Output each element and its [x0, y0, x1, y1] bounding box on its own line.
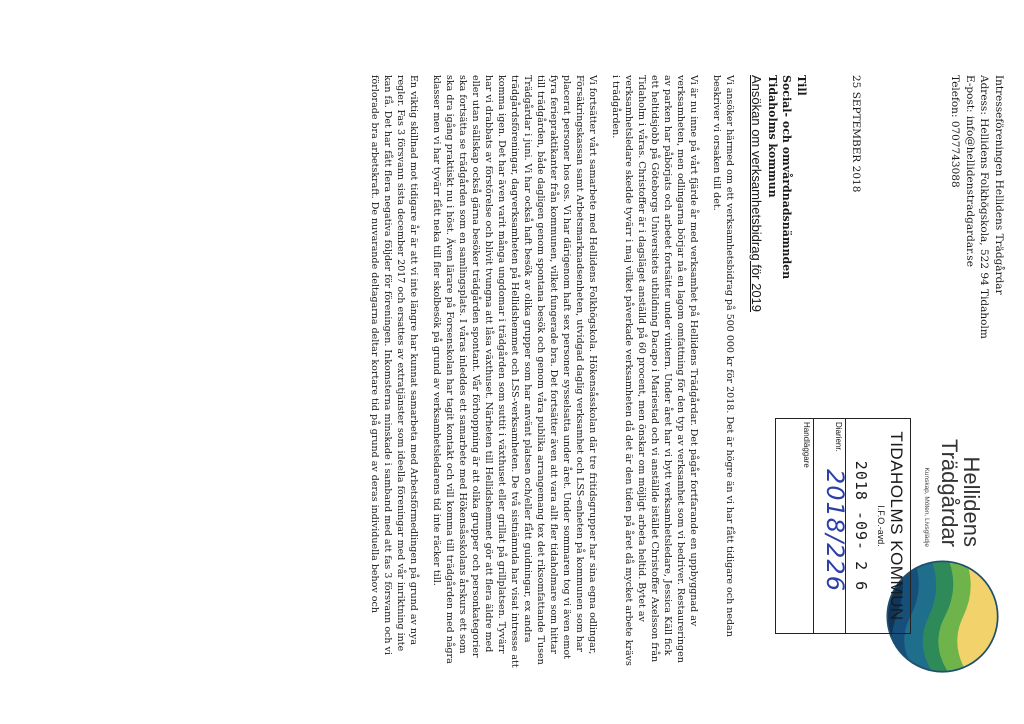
stamp-received-date: 2018 -09- 2 6 [852, 460, 870, 592]
stamp-title: TIDAHOLMS KOMMUN [887, 431, 906, 621]
sender-phone: Telefon: 0707743088 [949, 75, 962, 188]
addressee-municipality: Tidaholms kommun [766, 75, 779, 198]
letter-body [358, 75, 736, 670]
logo-name-line2: Trädgårdar [937, 438, 962, 547]
municipality-received-stamp [775, 418, 911, 634]
paragraph-3: Vi fortsätter vårt samarbete med Hellidens Folkhögskola. Hökensåsskolan där tre fritidsgrupper har sina egna odlingar, Försäkringskassan samt Arbetsmarknadsenheten, utvidgad daglig verksamhet och LSS-enheten på kommunen som har placerat personer hos oss. Vi har därigenom haft sex personer sysselsatta under året. Under sommaren tog vi även emot fyra feriepraktikanter från kommunen, vilket fungerade bra. Det fortsätter även att vara allt fler tidaholmare som hittar till trädgården, både dagligen genom spontana besök och genom våra publika arrangemang tex det riksomfattande Tusen Trädgårdar i juni. Vi har också haft besök av olika grupper som har använt platsen och/eller fått guidningar, ex andra trädgårdsföreningar, dagverksamheten på Hellidshemmet och LSS-verksamheten. De två sistnämnda har visat intresse att komma igen. Det har även varit många ungdomar i trädgården som suttit i växthuset eller grillat på grillplatsen. Tyvärr har vi drabbats av förstörelse och blivit tvungna att låsa växthuset. Närheten till Hellidshemmet gör att flera äldre med eller utan sällskap också gärna besöker trädgården spontant. Vår förhoppning är att olika grupper och personkategorier ska fortsätta se trädgården som en samlingsplats. I våras inleddes ett samarbete med Hökensåsskolans årskurs ett som ska dra igång praktiskt nu i höst. Även lärare på Forsenskolan har tagit kontakt och vill komma till trädgården med några klasser men vi har tyvärr fått neka till fler skolbesök på grund av verksamhetsledarens tid inte räcker till. [431, 75, 598, 668]
stamp-handler-label: Handläggare [802, 422, 811, 468]
sender-block [948, 75, 1006, 475]
logo-name-line1: Hellidens [959, 456, 984, 547]
stamp-handler-row [777, 419, 814, 633]
sender-email: E-post: info@hellidenstradgardar.se [964, 75, 976, 267]
letter-subject: Ansökan om verksamhetsbidrag för 2019 [749, 75, 764, 313]
stamp-diary-number: 2018/226 [821, 469, 849, 592]
sender-address: Adress: Hellidens Folkhögskola, 522 94 Tidaholm [978, 75, 991, 339]
stamp-diary-row [815, 419, 849, 633]
paragraph-1: Vi ansöker härmed om ett verksamhetsbidrag på 500 000 kr för 2018. Det är högre än vi har fått tidigare och nedan beskriver vi orsaken till det. [711, 75, 735, 637]
paragraph-4: En viktig skillnad mot tidigare år är att vi inte längre har kunnat samarbeta med Arbetsförmedlingen på grund av nya regler. Fas 3 försvann sista december 2017 och ersattes av extratjänster som ideella föreningar med vår inriktning inte kan få. Det har fått flera negativa följder för föreningen. Inkomsterna minskade i samband med att fas 3 försvann och vi förlorade bra arbetskraft. De nuvarande deltagarna deltar kortare tid på grund av deras individuella behov och [369, 75, 419, 655]
stamp-subtitle: I.F.O.-avd. [876, 505, 886, 547]
addressee-committee: Social- och omvårdnadsnämnden [780, 75, 794, 280]
stamp-diary-label: Diarienr. [834, 422, 843, 452]
sender-org: Intresseföreningen Hellidens Trädgårdar [993, 75, 1005, 295]
addressee-till: Till [795, 75, 808, 96]
logo-name [938, 432, 982, 547]
paragraph-2: Vi är nu inne på vårt fjärde år med verksamhet på Hellidens Trädgårdar. Det pågår fortfarande en uppbyggnad av verksamheten, men odlingarna börjar nå en lagom omfattning för den typ av verksamhet som vi bedriver. Restaureringen av parken har påbörjats och arbetet fortsätter under vintern. Under året har vi bytt verksamhetsledare, Jessica Käll fick ett heltidsjobb på Göteborgs Universitets utbildning Dacapo i Mariestad och vi anställde istället Christoffer Axelsson från Tidaholm i våras. Christoffer är i dagsläget anställd på 60 procent, men önskar om möjligt arbeta heltid. Bytet av verksamhetsledare skedde tyvärr i maj vilket påverkade verksamheten då det är den tiden på året då mycket arbete krävs i trädgården. [610, 75, 699, 666]
letter-date: 25 SEPTEMBER 2018 [850, 75, 862, 193]
addressee-block [765, 75, 809, 279]
logo-tagline: Kunskap, Möten, Livsglädje [923, 467, 930, 547]
